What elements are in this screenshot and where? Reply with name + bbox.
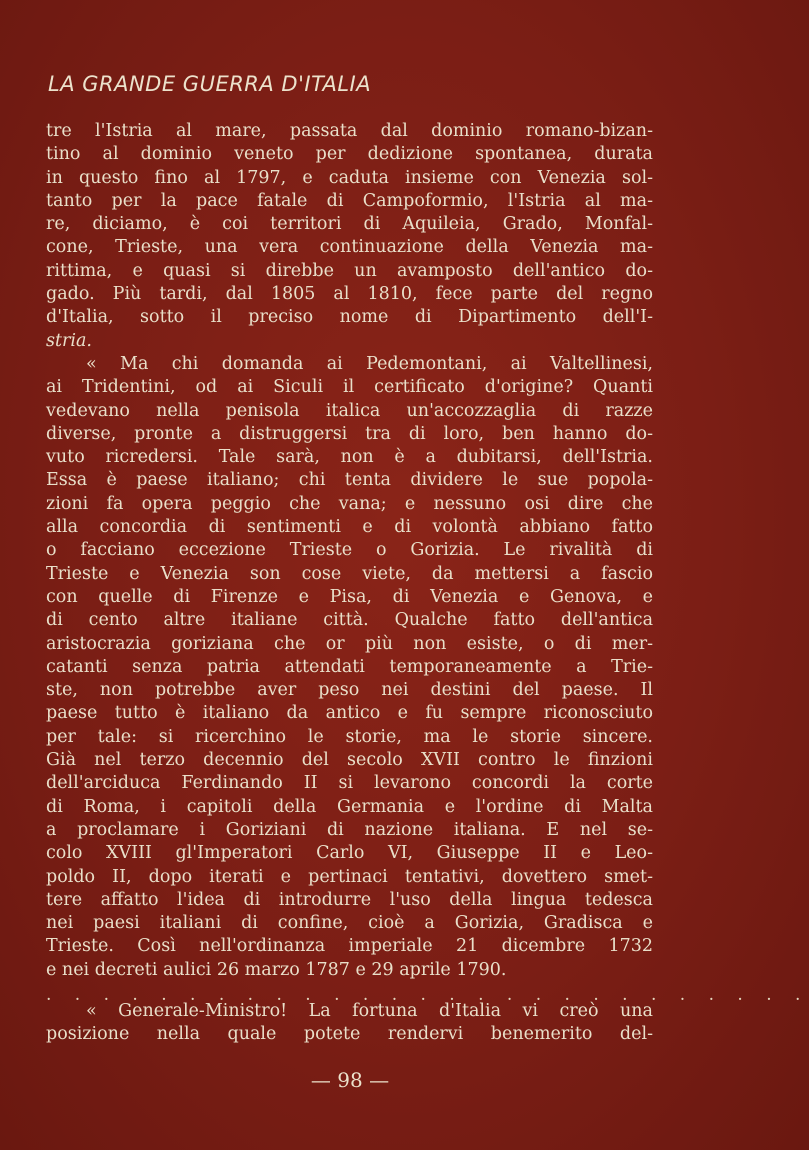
text-line: tanto per la pace fatale di Campoformio, l'Istria al ma- [46,190,653,211]
text-line: Trieste. Così nell'ordinanza imperiale 21 dicembre 1732 [46,936,653,957]
text-line: dell'arciduca Ferdinando II si levarono concordi la corte [46,773,653,794]
text-line: vuto ricredersi. Tale sarà, non è a dubitarsi, dell'Istria. [46,447,653,468]
text-line: rittima, e quasi si direbbe un avamposto dell'antico do- [46,260,653,281]
text-line: aristocrazia goriziana che or più non esiste, o di mer- [46,633,653,654]
text-line: catanti senza patria attendati temporaneamente a Trie- [46,656,653,677]
ellipsis-row: . . . . . . . . . . . . . . . . . . . . . . . . . . . [46,985,809,1005]
body-text [46,120,653,982]
text-line: tre l'Istria al mare, passata dal dominio romano-bizan- [46,121,653,141]
text-line: in questo fino al 1797, e caduta insieme con Venezia sol- [46,167,653,188]
text-line: colo XVIII gl'Imperatori Carlo VI, Giuseppe II e Leo- [46,843,653,864]
text-line: Trieste e Venezia son cose viete, da mettersi a fascio [46,563,653,584]
text-line: di Roma, i capitoli della Germania e l'ordine di Malta [46,796,653,817]
text-line: o facciano eccezione Trieste o Gorizia. Le rivalità di [46,540,653,561]
text-line: con quelle di Firenze e Pisa, di Venezia e Genova, e [46,586,653,607]
text-line: zioni fa opera peggio che vana; e nessuno osi dire che [46,493,653,514]
text-line: di cento altre italiane città. Qualche fatto dell'antica [46,610,653,631]
text-line: posizione nella quale potete rendervi benemerito del- [46,1024,653,1045]
page-number: — 98 — [310,1068,390,1092]
text-line: tere affatto l'idea di introdurre l'uso della lingua tedesca [46,889,653,910]
text-line: per tale: si ricerchino le storie, ma le storie sincere. [46,726,653,747]
text-line: gado. Più tardi, dal 1805 al 1810, fece parte del regno [46,284,653,305]
text-line: tino al dominio veneto per dedizione spontanea, durata [46,144,653,165]
text-line: cone, Trieste, una vera continuazione della Venezia ma- [46,237,653,258]
text-line: d'Italia, sotto il preciso nome di Dipartimento dell'I- [46,307,653,328]
text-line: alla concordia di sentimenti e di volontà abbiano fatto [46,517,653,538]
text-line: Essa è paese italiano; chi tenta dividere le sue popola- [46,470,653,491]
text-line: ste, non potrebbe aver peso nei destini del paese. Il [46,680,653,701]
text-line: re, diciamo, è coi territori di Aquileia, Grado, Monfal- [46,214,653,235]
text-line: paese tutto è italiano da antico e fu sempre riconosciuto [46,703,653,724]
text-line: a proclamare i Goriziani di nazione italiana. E nel se- [46,819,653,840]
text-line: « Generale-Ministro! La fortuna d'Italia vi creò una [86,1001,653,1021]
text-line: nei paesi italiani di confine, cioè a Gorizia, Gradisca e [46,913,653,934]
text-line: diverse, pronte a distruggersi tra di loro, ben hanno do- [46,423,653,444]
text-line: e nei decreti aulici 26 marzo 1787 e 29 aprile 1790. [46,959,507,980]
text-line: Già nel terzo decennio del secolo XVII contro le finzioni [46,750,653,771]
running-head: LA GRANDE GUERRA D'ITALIA [48,72,372,96]
text-line: stria. [46,330,92,351]
text-line: poldo II, dopo iterati e pertinaci tentativi, dovettero smet- [46,866,653,887]
text-line: « Ma chi domanda ai Pedemontani, ai Valtellinesi, [86,353,653,374]
text-line: vedevano nella penisola italica un'accozzaglia di razze [46,400,653,421]
next-paragraph [46,1000,653,1047]
text-line: ai Tridentini, od ai Siculi il certificato d'origine? Quanti [46,377,653,398]
